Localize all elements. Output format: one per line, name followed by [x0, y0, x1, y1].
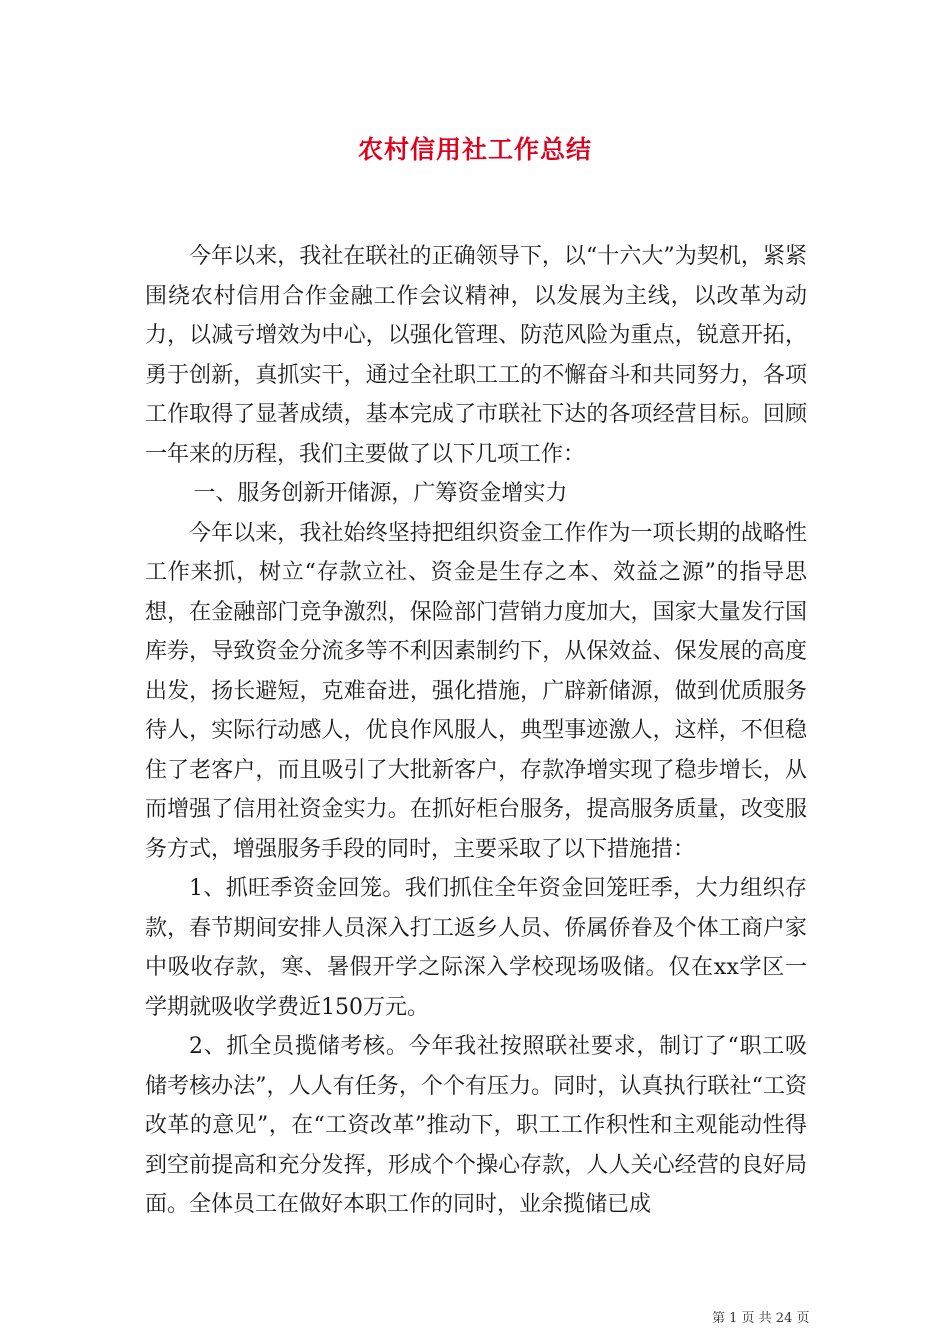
- intro-paragraph: 今年以来，我社在联社的正确领导下，以“十六大”为契机，紧紧围绕农村信用合作金融工作会议精神，以发展为主线，以改革为动力，以减亏增效为中心，以强化管理、防范风险为重点，锐意开拓，勇于创新，真抓实干，通过全社职工工的不懈奋斗和共同努力，各项工作取得了显著成绩，基本完成了市联社下达的各项经营目标。回顾一年来的历程，我们主要做了以下几项工作：: [145, 244, 807, 467]
- section-paragraph: 今年以来，我社始终坚持把组织资金工作作为一项长期的战略性工作来抓，树立“存款立社、资金是生存之本、效益之源”的指导思想，在金融部门竞争激烈，保险部门营销力度加大，国家大量发行国库券，导致资金分流多等不利因素制约下，从保效益、保发展的高度出发，扬长避短，克难奋进，强化措施，广辟新储源，做到优质服务待人，实际行动感人，优良作风服人，典型事迹激人，这样，不但稳住了老客户，而且吸引了大批新客户，存款净增实现了稳步增长，从而增强了信用社资金实力。在抓好柜台服务，提高服务质量，改变服务方式，增强服务手段的同时，主要采取了以下措施措：: [145, 520, 807, 862]
- measure-paragraph-1: 1、抓旺季资金回笼。我们抓住全年资金回笼旺季，大力组织存款，春节期间安排人员深入打工返乡人员、侨属侨眷及个体工商户家中吸收存款，寒、暑假开学之际深入学校现场吸储。仅在xx学区一学期就吸收学费近150万元。: [145, 876, 807, 1020]
- section-heading: 一、服务创新开储源，广筹资金增实力: [193, 481, 568, 506]
- page-number: 第 1 页 共 24 页: [712, 1311, 810, 1326]
- measure-paragraph-2: 2、抓全员揽储考核。今年我社按照联社要求，制订了“职工吸储考核办法”，人人有任务，个个有压力。同时，认真执行联社“工资改革的意见”，在“工资改革”推动下，职工工作积性和主观能动性得到空前提高和充分发挥，形成个个操心存款，人人关心经营的良好局面。全体员工在做好本职工作的同时，业余揽储已成: [145, 1034, 807, 1217]
- document-title: 农村信用社工作总结: [357, 135, 592, 164]
- document-body: [145, 237, 807, 1225]
